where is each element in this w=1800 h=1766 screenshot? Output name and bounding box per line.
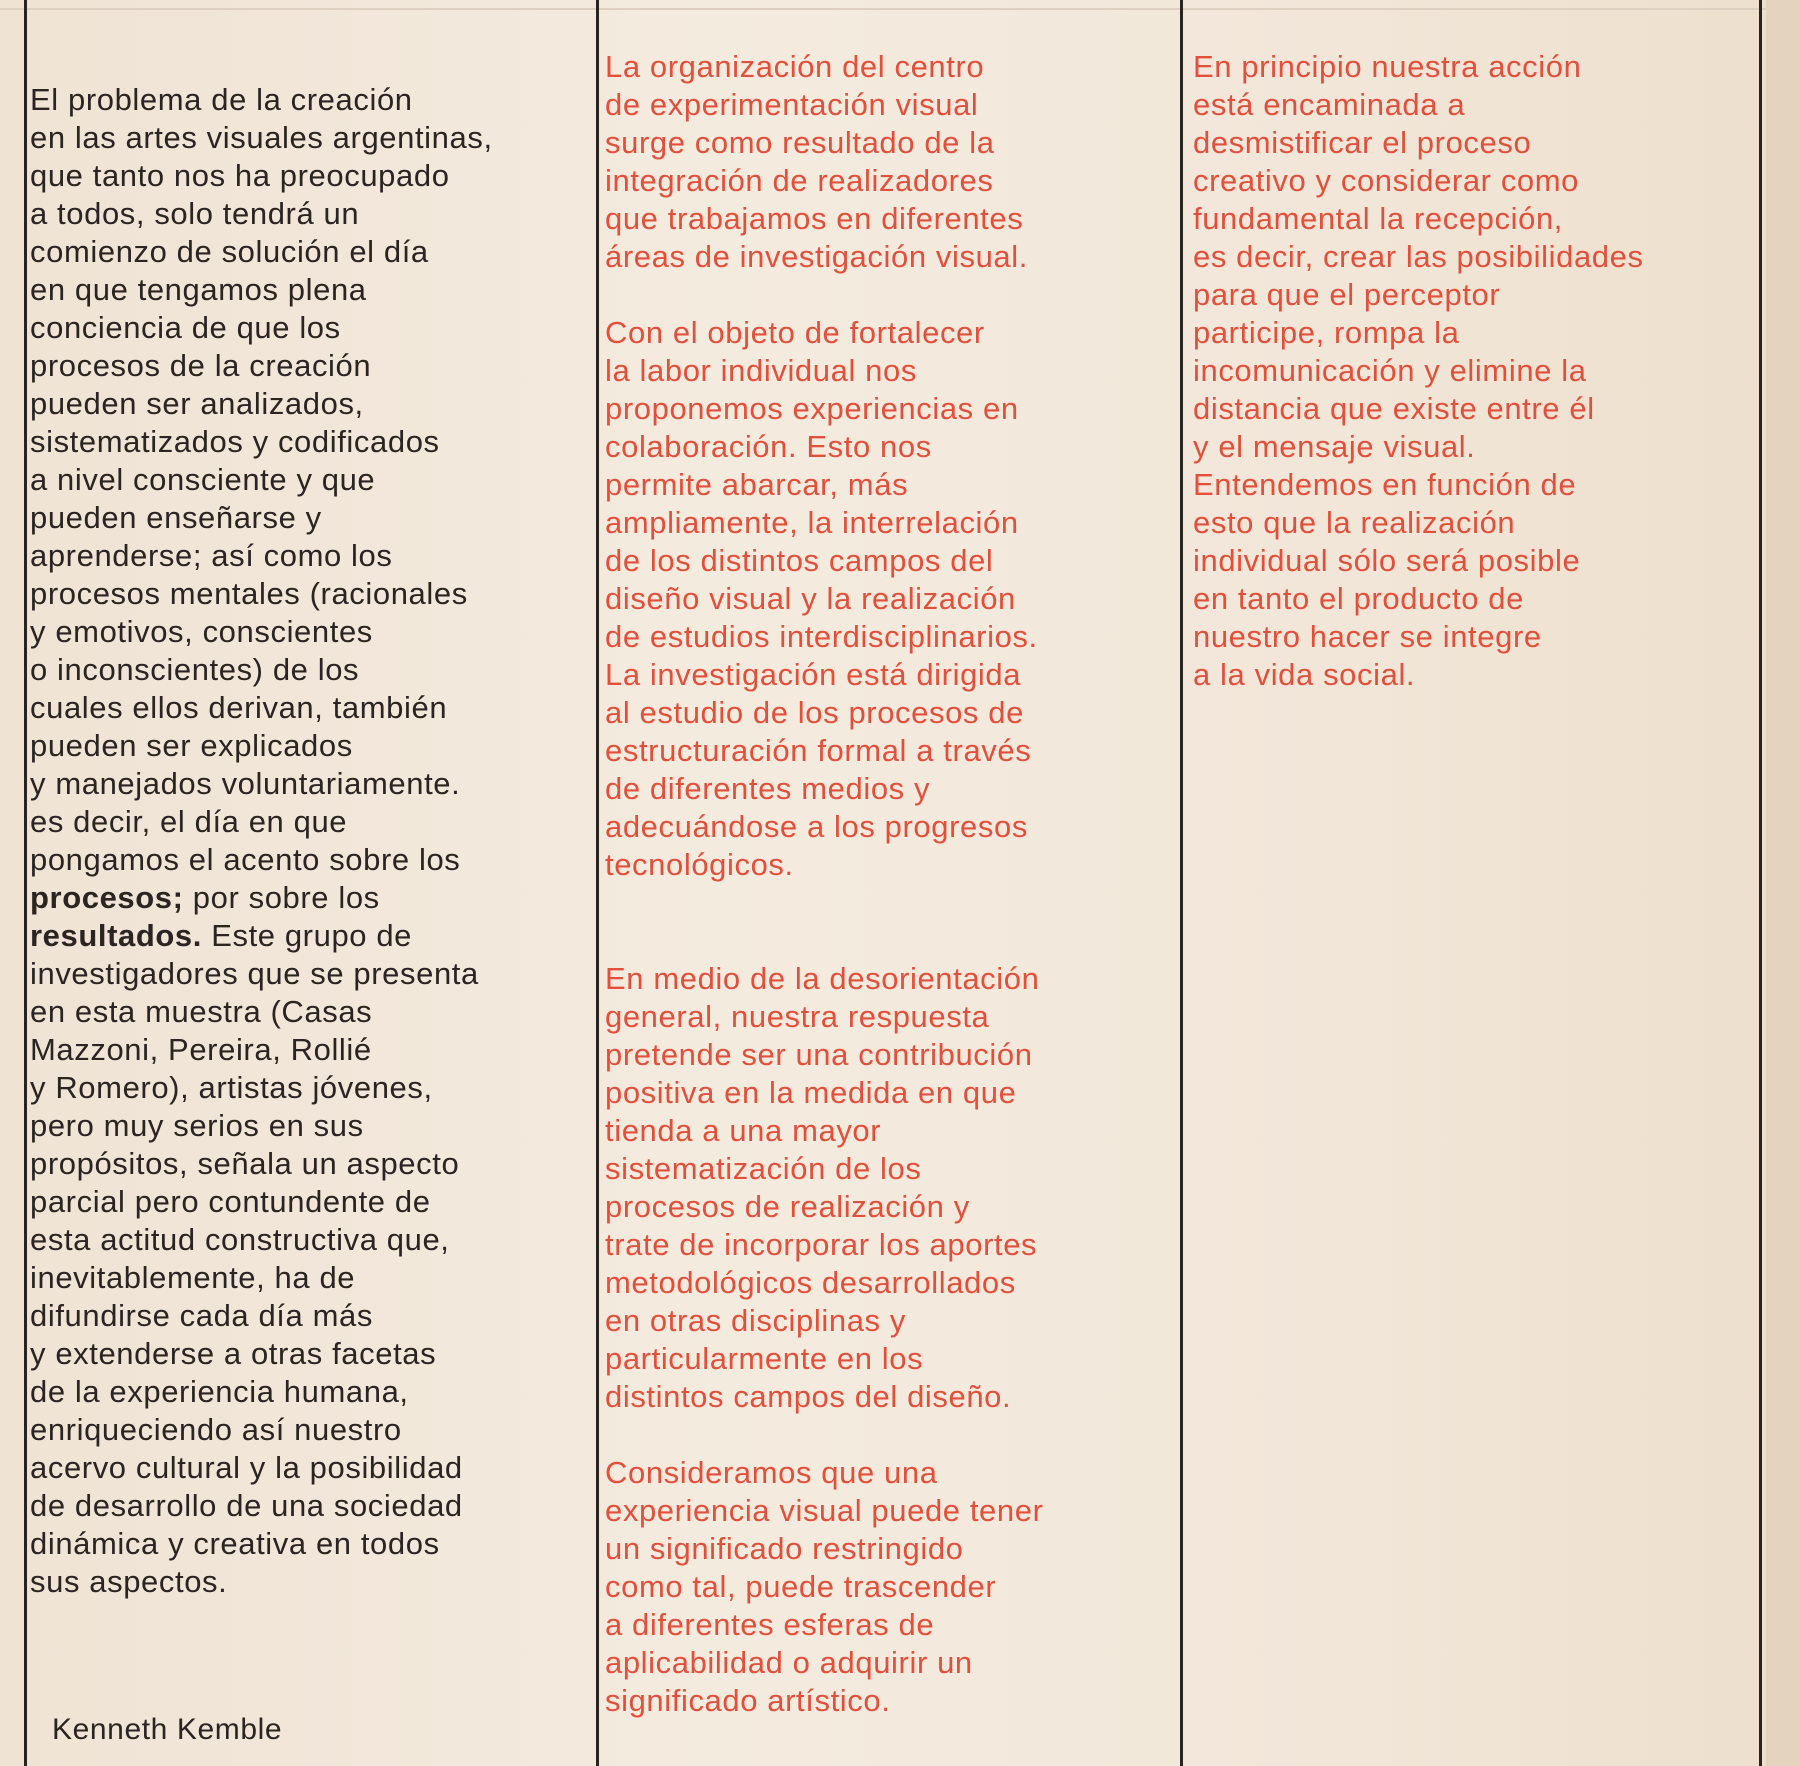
kemble-bold-resultados: resultados. (30, 918, 202, 953)
kemble-bold-procesos: procesos; (30, 880, 184, 915)
centro-paragraph-2: Con el objeto de fortalecer la labor individual nos proponemos experiencias en colaboración. Esto nos permite abarcar, más ampliamente, la interrelación de los distintos campos del diseño visual y la realización de estudios interdisciplinarios. La investigación está dirigida al estudio de los procesos de estructuración formal a través de diferentes medios y adecuándose a los progresos tecnológicos. (605, 315, 1038, 882)
column-kemble-text (30, 81, 596, 1601)
page-edge-strip (1766, 0, 1800, 1766)
principio-paragraph: En principio nuestra acción está encaminada a desmistificar el proceso creativo y considerar como fundamental la recepción, es decir, crear las posibilidades para que el perceptor participe, rompa la incomunicación y elimine la distancia que existe entre él y el mensaje visual. Entendemos en función de esto que la realización individual sólo será posible en tanto el producto de nuestro hacer se integre a la vida social. (1193, 49, 1644, 692)
centro-paragraph-1: La organización del centro de experimentación visual surge como resultado de la integración de realizadores que trabajamos en diferentes áreas de investigación visual. (605, 49, 1028, 274)
kemble-text-b: por sobre los (183, 880, 380, 915)
author-signature: Kenneth Kemble (52, 1713, 283, 1746)
kemble-paragraph (30, 81, 596, 1601)
centro-paragraph-4: Consideramos que una experiencia visual puede tener un significado restringido como tal, puede trascender a diferentes esferas de aplicabilidad o adquirir un significado artístico. (605, 1455, 1044, 1718)
top-edge-line (0, 8, 1800, 10)
column-rule-right (1759, 0, 1762, 1766)
kemble-text-a: El problema de la creación en las artes visuales argentinas, que tanto nos ha preocupado a todos, solo tendrá un comienzo de solución el día en que tengamos plena conciencia de que los procesos de la creación pueden ser analizados, sistematizados y codificados a nivel consciente y que pueden enseñarse y aprenderse; así como los procesos mentales (racionales y emotivos, conscientes o inconscientes) de los cuales ellos derivan, también pueden ser explicados y manejados voluntariamente. es decir, el día en que pongamos el acento sobre los (30, 82, 493, 877)
column-rule-1 (596, 0, 599, 1766)
centro-paragraph-3: En medio de la desorientación general, nuestra respuesta pretende ser una contribución positiva en la medida en que tienda a una mayor sistematización de los procesos de realización y trate de incorporar los aportes metodológicos desarrollados en otras disciplinas y particularmente en los distintos campos del diseño. (605, 961, 1040, 1414)
column-centro-text (605, 48, 1175, 1720)
kemble-text-c: Este grupo de investigadores que se presenta en esta muestra (Casas Mazzoni, Pereira, Rollié y Romero), artistas jóvenes, pero muy serios en sus propósitos, señala un aspecto parcial pero contundente de esta actitud constructiva que, inevitablemente, ha de difundirse cada día más y extenderse a otras facetas de la experiencia humana, enriqueciendo así nuestro acervo cultural y la posibilidad de desarrollo de una sociedad dinámica y creativa en todos sus aspectos. (30, 918, 479, 1599)
column-rule-left (24, 0, 27, 1766)
column-rule-2 (1180, 0, 1183, 1766)
column-principio-text (1193, 48, 1759, 694)
